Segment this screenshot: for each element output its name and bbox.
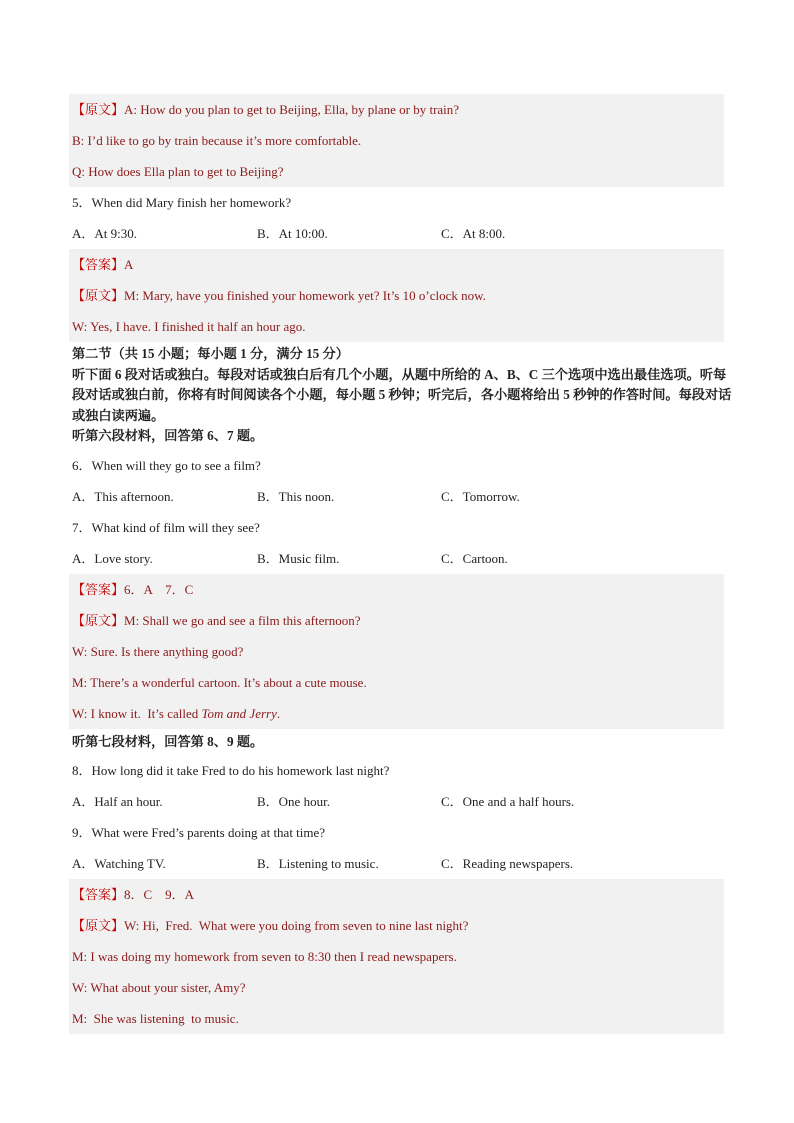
question-5: 5．When did Mary finish her homework? bbox=[72, 195, 292, 210]
transcript-line: M: I was doing my homework from seven to 8:30 then I read newspapers. bbox=[69, 941, 724, 972]
transcript-text: M: Mary, have you finished your homework yet? It’s 10 o’clock now. bbox=[124, 288, 486, 303]
transcript-text: W: I know it. It’s called bbox=[72, 705, 202, 721]
transcript-line bbox=[69, 910, 724, 941]
question-8-options bbox=[69, 786, 724, 817]
option-b: B．At 10:00. bbox=[257, 226, 328, 241]
question-7: 7．What kind of film will they see? bbox=[72, 519, 260, 535]
original-tag: 【原文】 bbox=[72, 288, 125, 303]
transcript-line bbox=[69, 605, 724, 636]
question-9: 9．What were Fred’s parents doing at that time? bbox=[72, 825, 326, 840]
option-a: A．This afternoon. bbox=[72, 488, 174, 504]
transcript-text: W: Hi, Fred. What were you doing from seven to nine last night? bbox=[124, 918, 469, 933]
section-instructions: 听下面 6 段对话或独白。每段对话或独白后有几个小题，从题中所给的 A、B、C 三个选项中选出最佳选项。听每段对话或独白前，你将有时间阅读各个小题，每小题 5 秒钟；听完后，各小题将给出 5 秒钟的作答时间。每段对话或独白读两遍。 bbox=[72, 366, 732, 423]
option-c: C．Cartoon. bbox=[441, 550, 508, 566]
transcript-line: W: What about your sister, Amy? bbox=[69, 972, 724, 1003]
option-a: A．Watching TV. bbox=[72, 856, 166, 871]
question-5-options bbox=[69, 218, 724, 249]
transcript-line: W: Sure. Is there anything good? bbox=[69, 636, 724, 667]
question-6: 6．When will they go to see a film? bbox=[72, 457, 261, 473]
section-title: 第二节（共 15 小题；每小题 1 分，满分 15 分） bbox=[72, 346, 349, 361]
original-tag: 【原文】 bbox=[72, 612, 125, 628]
question-8: 8．How long did it take Fred to do his homework last night? bbox=[72, 763, 390, 778]
option-c: C．Reading newspapers. bbox=[441, 856, 574, 871]
transcript-line bbox=[69, 698, 724, 729]
answer-line bbox=[69, 879, 724, 910]
transcript-line: M: There’s a wonderful cartoon. It’s about a cute mouse. bbox=[69, 667, 724, 698]
transcript-line: W: Yes, I have. I finished it half an hour ago. bbox=[69, 311, 724, 342]
material-6-heading: 听第六段材料，回答第 6、7 题。 bbox=[72, 428, 264, 443]
answer-text: A bbox=[124, 257, 134, 272]
answer-text: 6．A 7．C bbox=[124, 581, 194, 597]
transcript-line: M: She was listening to music. bbox=[69, 1003, 724, 1034]
transcript-line bbox=[69, 94, 724, 125]
question-9-options bbox=[69, 848, 724, 879]
document-page bbox=[69, 94, 732, 1034]
film-title: Tom and Jerry bbox=[201, 705, 277, 721]
original-tag: 【原文】 bbox=[72, 102, 125, 117]
answer-tag: 【答案】 bbox=[72, 581, 125, 597]
option-b: B．Music film. bbox=[257, 550, 340, 566]
question-6-options bbox=[69, 481, 724, 512]
transcript-line: B: I’d like to go by train because it’s more comfortable. bbox=[69, 125, 724, 156]
option-a: A．Half an hour. bbox=[72, 794, 163, 809]
option-a: A．At 9:30. bbox=[72, 226, 138, 241]
option-c: C．One and a half hours. bbox=[441, 794, 575, 809]
original-tag: 【原文】 bbox=[72, 918, 125, 933]
transcript-text: M: Shall we go and see a film this afternoon? bbox=[124, 612, 361, 628]
option-c: C．Tomorrow. bbox=[441, 488, 520, 504]
answer-text: 8．C 9．A bbox=[124, 887, 195, 902]
option-c: C．At 8:00. bbox=[441, 226, 506, 241]
question-7-options bbox=[69, 543, 724, 574]
option-a: A．Love story. bbox=[72, 550, 153, 566]
transcript-line bbox=[69, 280, 724, 311]
answer-tag: 【答案】 bbox=[72, 887, 125, 902]
transcript-text: A: How do you plan to get to Beijing, Ella, by plane or by train? bbox=[124, 102, 460, 117]
option-b: B．Listening to music. bbox=[257, 856, 379, 871]
transcript-line: Q: How does Ella plan to get to Beijing? bbox=[69, 156, 724, 187]
option-b: B．This noon. bbox=[257, 488, 335, 504]
transcript-text: . bbox=[276, 705, 281, 721]
option-b: B．One hour. bbox=[257, 794, 330, 809]
answer-tag: 【答案】 bbox=[72, 257, 125, 272]
answer-line bbox=[69, 249, 724, 280]
material-7-heading: 听第七段材料，回答第 8、9 题。 bbox=[72, 733, 264, 749]
answer-line bbox=[69, 574, 724, 605]
